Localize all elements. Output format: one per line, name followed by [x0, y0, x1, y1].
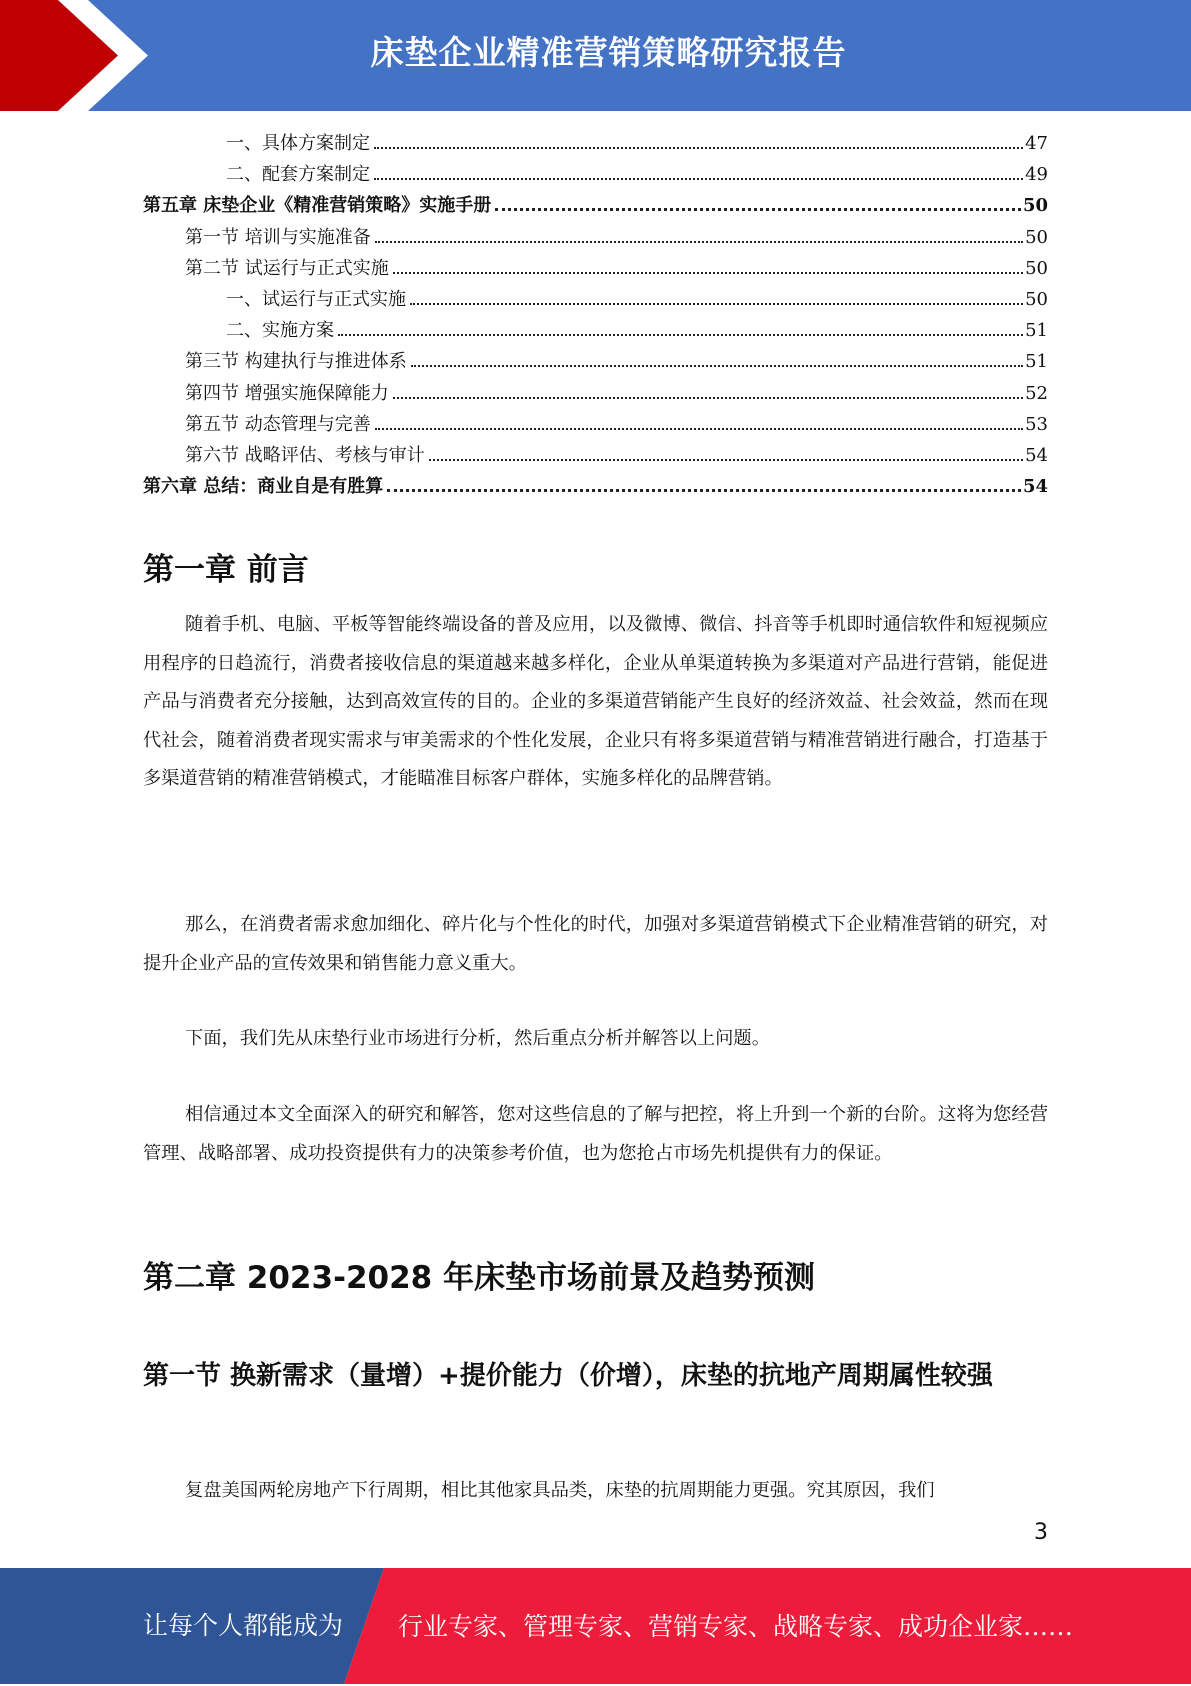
toc-entry-page: 51	[1025, 351, 1048, 373]
toc-entry[interactable]	[143, 440, 1048, 471]
page-header	[0, 0, 1191, 111]
toc-dot-leader	[374, 147, 1023, 149]
toc-dot-leader	[393, 397, 1023, 399]
toc-entry[interactable]	[143, 128, 1048, 159]
chapter1-heading: 第一章 前言	[143, 552, 309, 588]
toc-entry[interactable]	[143, 159, 1048, 190]
toc-entry-page: 50	[1025, 288, 1048, 310]
toc-entry-page: 50	[1022, 195, 1048, 217]
toc-entry-title: 一、试运行与正式实施	[226, 288, 406, 310]
toc-dot-leader	[495, 208, 1021, 211]
toc-entry-title: 二、实施方案	[226, 320, 334, 342]
toc-entry-title: 第一节 培训与实施准备	[185, 226, 371, 248]
toc-entry[interactable]	[143, 222, 1048, 253]
toc-entry[interactable]	[143, 471, 1048, 502]
page-number: 3	[1034, 1520, 1048, 1545]
toc-entry-page: 52	[1025, 382, 1048, 404]
toc-entry-title: 第五章 床垫企业《精准营销策略》实施手册	[143, 195, 492, 217]
toc-entry-title: 一、具体方案制定	[226, 133, 370, 154]
page-footer	[0, 1568, 1191, 1684]
toc-entry-page: 50	[1025, 226, 1048, 248]
toc-entry[interactable]	[143, 346, 1048, 377]
toc-dot-leader	[387, 489, 1021, 492]
toc-entry[interactable]	[143, 190, 1048, 221]
toc-entry[interactable]	[143, 409, 1048, 440]
toc-dot-leader	[410, 303, 1023, 305]
chapter1-paragraph-2: 那么，在消费者需求愈加细化、碎片化与个性化的时代，加强对多渠道营销模式下企业精准营销的研究，对提升企业产品的宣传效果和销售能力意义重大。	[143, 914, 1048, 974]
toc-dot-leader	[429, 459, 1023, 461]
toc-entry-title: 第五节 动态管理与完善	[185, 413, 371, 435]
footer-slogan-left: 让每个人都能成为	[143, 1611, 344, 1640]
toc-entry[interactable]	[143, 284, 1048, 315]
toc-entry-page: 47	[1025, 133, 1048, 154]
chapter1-paragraph-4: 相信通过本文全面深入的研究和解答，您对这些信息的了解与把控，将上升到一个新的台阶。这将为您经营管理、战略部署、成功投资提供有力的决策参考价值，也为您抢占市场先机提供有力的保证。	[143, 1104, 1048, 1164]
header-title: 床垫企业精准营销策略研究报告	[370, 33, 847, 72]
chapter1-paragraph-3: 下面，我们先从床垫行业市场进行分析，然后重点分析并解答以上问题。	[185, 1028, 770, 1049]
toc-entry-title: 二、配套方案制定	[226, 164, 370, 186]
toc-entry-title: 第二节 试运行与正式实施	[185, 257, 389, 279]
toc-entry[interactable]	[143, 253, 1048, 284]
toc-entry-title: 第三节 构建执行与推进体系	[185, 351, 407, 373]
section1-paragraph: 复盘美国两轮房地产下行周期，相比其他家具品类，床垫的抗周期能力更强。究其原因，我们	[185, 1480, 935, 1501]
table-of-contents	[143, 128, 1048, 502]
toc-dot-leader	[393, 272, 1023, 274]
toc-entry-title: 第六节 战略评估、考核与审计	[185, 444, 425, 466]
toc-entry-page: 54	[1025, 444, 1048, 466]
toc-dot-leader	[375, 428, 1023, 430]
section1-heading: 第一节 换新需求（量增）+提价能力（价增），床垫的抗地产周期属性较强	[143, 1361, 993, 1391]
toc-entry-title: 第四节 增强实施保障能力	[185, 382, 389, 404]
toc-entry-page: 54	[1022, 476, 1048, 498]
toc-entry-page: 53	[1025, 413, 1048, 435]
toc-dot-leader	[374, 178, 1023, 180]
toc-entry-page: 49	[1025, 164, 1048, 186]
toc-entry-page: 50	[1025, 257, 1048, 279]
toc-dot-leader	[375, 241, 1023, 243]
toc-dot-leader	[411, 365, 1023, 367]
toc-entry-page: 51	[1025, 320, 1048, 342]
toc-entry[interactable]	[143, 378, 1048, 409]
chapter2-heading: 第二章 2023-2028 年床垫市场前景及趋势预测	[143, 1260, 816, 1296]
footer-slogan-right: 行业专家、管理专家、营销专家、战略专家、成功企业家……	[398, 1612, 1074, 1641]
toc-dot-leader	[338, 334, 1023, 336]
toc-entry-title: 第六章 总结：商业自是有胜算	[143, 476, 384, 498]
toc-entry[interactable]	[143, 315, 1048, 346]
chapter1-paragraph-1: 随着手机、电脑、平板等智能终端设备的普及应用，以及微博、微信、抖音等手机即时通信软件和短视频应用程序的日趋流行，消费者接收信息的渠道越来越多样化，企业从单渠道转换为多渠道对产品进行营销，能促进产品与消费者充分接触，达到高效宣传的目的。企业的多渠道营销能产生良好的经济效益、社会效益，然而在现代社会，随着消费者现实需求与审美需求的个性化发展，企业只有将多渠道营销与精准营销进行融合，打造基于多渠道营销的精准营销模式，才能瞄准目标客户群体，实施多样化的品牌营销。	[143, 614, 1048, 789]
